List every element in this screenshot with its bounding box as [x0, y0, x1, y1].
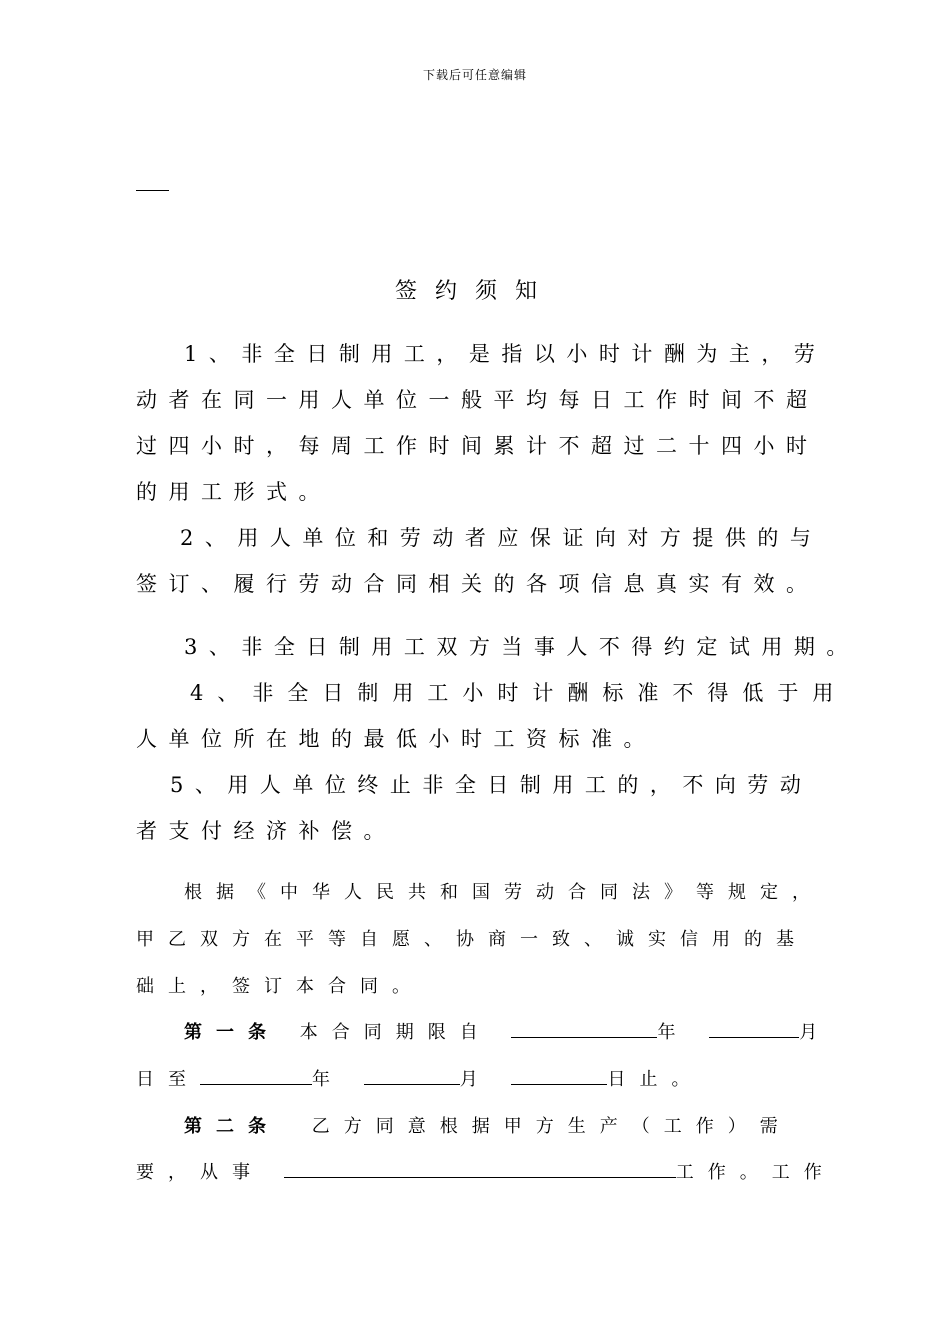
article2-text-c: 工作。工作 [675, 1162, 836, 1183]
notice-line: 2、用人单位和劳动者应保证向对方提供的与 [180, 526, 823, 550]
month-label: 月 [799, 1022, 832, 1043]
day-to-label: 日至 [136, 1069, 200, 1090]
end-day-blank[interactable] [511, 1066, 607, 1085]
article1-line2 [136, 1066, 703, 1094]
article1-line1 [184, 1019, 831, 1047]
article2-label: 第二条 [184, 1116, 280, 1137]
document-title: 签约须知 [394, 279, 555, 304]
notice-line: 的用工形式。 [136, 480, 331, 504]
start-year-blank[interactable] [511, 1019, 657, 1038]
preamble-line: 础上，签订本合同。 [136, 976, 424, 997]
notice-line: 5、用人单位终止非全日制用工的，不向劳动 [170, 773, 813, 797]
article2-line2 [136, 1159, 836, 1187]
end-month-blank[interactable] [364, 1066, 460, 1085]
notice-line: 签订、履行劳动合同相关的各项信息真实有效。 [136, 572, 819, 596]
start-month-blank[interactable] [709, 1019, 799, 1038]
day-end-label: 日止。 [607, 1069, 704, 1090]
year-label: 年 [657, 1022, 690, 1043]
job-blank[interactable] [284, 1159, 676, 1178]
notice-line: 3、非全日制用工双方当事人不得约定试用期。 [184, 635, 859, 659]
article2-text: 乙方同意根据甲方生产（工作）需 [311, 1116, 792, 1137]
notice-line: 者支付经济补偿。 [136, 819, 396, 843]
article1-label: 第一条 [184, 1022, 280, 1043]
preamble-line: 根据《中华人民共和国劳动合同法》等规定， [184, 882, 824, 903]
header-note: 下载后可任意编辑 [422, 68, 527, 82]
month-label: 月 [459, 1069, 492, 1090]
short-rule [136, 190, 169, 191]
article1-text: 本合同期限自 [299, 1022, 492, 1043]
notice-line: 人单位所在地的最低小时工资标准。 [136, 727, 656, 751]
article2-line1 [184, 1113, 792, 1141]
notice-line: 过四小时，每周工作时间累计不超过二十四小时 [136, 434, 819, 458]
year-label: 年 [312, 1069, 344, 1090]
article2-text-b: 要，从事 [136, 1162, 264, 1183]
end-year-blank[interactable] [200, 1066, 312, 1085]
notice-line: 1、非全日制用工，是指以小时计酬为主，劳 [184, 342, 827, 366]
preamble-line: 甲乙双方在平等自愿、协商一致、诚实信用的基 [136, 929, 808, 950]
notice-line: 动者在同一用人单位一般平均每日工作时间不超 [136, 388, 819, 412]
notice-line: 4、非全日制用工小时计酬标准不得低于用 [190, 681, 848, 705]
